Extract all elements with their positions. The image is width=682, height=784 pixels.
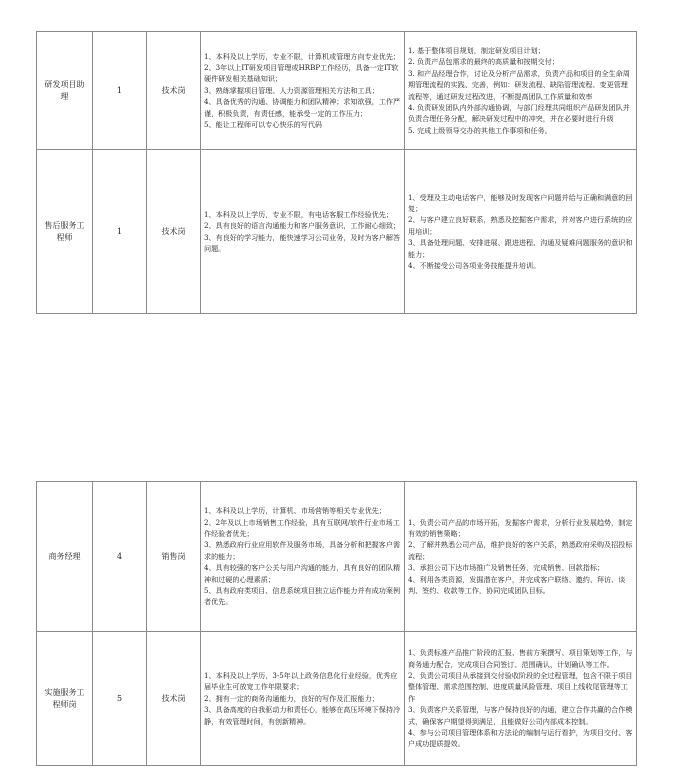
job-category: 技术岗 bbox=[147, 32, 201, 150]
duty-item: 3、具备处理问题、安排进展、跟进进程、沟通及疑难问题服务的意识和能力； bbox=[408, 238, 633, 259]
duties-cell bbox=[405, 32, 637, 150]
requirement-item: 1、本科及以上学历，3-5年以上政务信息化行业经验，优秀应届毕业生可放宽工作年限要求； bbox=[204, 670, 398, 692]
requirement-item: 4、具有较强的客户公关与用户沟通的能力，具有良好的团队精神和过硬的心理素质； bbox=[204, 563, 401, 584]
headcount: 5 bbox=[93, 632, 147, 766]
table-row bbox=[37, 32, 637, 150]
duty-item: 1、受理及主动电话客户，能够及时发现客户问题并给与正确和满意的回复； bbox=[408, 192, 633, 213]
duty-item: 1、负责标准产品推广阶段的汇报、售前方案撰写、项目策划等工作，与商务通力配合，完成项目合同签订、范围确认、计划确认等工作。 bbox=[408, 648, 633, 669]
duties-cell bbox=[405, 150, 637, 314]
position-name: 实施服务工程师岗 bbox=[37, 632, 93, 766]
requirements-cell bbox=[201, 632, 405, 766]
requirements-cell bbox=[201, 482, 405, 632]
requirement-item: 1、本科及以上学历，专业不限，计算机或管理方向专业优先； bbox=[204, 51, 401, 61]
position-name: 商务经理 bbox=[37, 482, 93, 632]
position-name: 研发项目助理 bbox=[37, 32, 93, 150]
requirement-item: 5、能让工程师可以专心快乐的写代码 bbox=[204, 120, 323, 130]
table-row bbox=[37, 482, 637, 632]
requirement-item: 1、本科及以上学历，计算机、市场营销等相关专业优先； bbox=[204, 506, 386, 516]
duty-item: 4、不断接受公司各项业务技能提升培训。 bbox=[408, 261, 541, 271]
headcount: 1 bbox=[93, 150, 147, 314]
duty-item: 3、负责客户关系管理，与客户保持良好的沟通，建立合作共赢的合作模式，确保客户期望得到满足，且能做好公司内部成本控制。 bbox=[408, 705, 633, 726]
requirement-item: 3、熟悉政府行业应用软件及服务市场，具备分析和把握客户需求的能力； bbox=[204, 540, 401, 561]
requirement-item: 2、拥有一定的商务沟通能力，良好的写作及汇报能力； bbox=[204, 693, 379, 703]
duty-item: 4. 负责研发团队内外部沟通协调，与部门经理共同组织产品研发团队并负责合理任务分配，解决研发过程中的冲突，并在必要时进行升级 bbox=[408, 102, 630, 124]
duty-item: 2. 负责产品包需求的最终的高质量和按期交付； bbox=[408, 57, 559, 67]
requirement-item: 4、具备优秀的沟通、协调能力和团队精神；求知欲强，工作严谨，积极负责，有责任感，能承受一定的工作压力； bbox=[204, 97, 401, 118]
requirement-item: 1、本科及以上学历，专业不限，有电话客服工作经验优先； bbox=[204, 209, 393, 219]
job-table-2 bbox=[36, 481, 637, 766]
job-category: 销售岗 bbox=[147, 482, 201, 632]
job-category: 技术岗 bbox=[147, 150, 201, 314]
duty-item: 1. 基于整体项目规划，制定研发项目计划； bbox=[408, 45, 545, 55]
duty-item: 5. 完成上级领导交办的其他工作事项和任务。 bbox=[408, 125, 552, 135]
duties-cell bbox=[405, 632, 637, 766]
table-row bbox=[37, 150, 637, 314]
headcount: 1 bbox=[93, 32, 147, 150]
duty-item: 4、利用各类资源，发掘潜在客户，并完成客户联络、邀约、拜访、谈判、签约、收款等工作，协同完成团队目标。 bbox=[408, 574, 626, 596]
position-name: 售后服务工程师 bbox=[37, 150, 93, 314]
duty-item: 2、了解并熟悉公司产品，维护良好的客户关系，熟悉政府采购及招投标流程； bbox=[408, 540, 633, 561]
duty-item: 2、负责公司项目从承接到交付验收阶段的全过程管理，包含不限于项目整体管理、需求范围控制、进度质量风险管理、项目上线收尾管理等工作 bbox=[408, 670, 633, 703]
duty-item: 3. 和产品经理合作，讨论及分析产品需求，负责产品和项目的全生命周期管理流程的实践、完善，例如：研发流程、缺陷管理流程、变更管理流程等，通过研发过程改进，不断提高团队工作质量和效率 bbox=[408, 68, 630, 101]
duty-item: 2、与客户建立良好联系，熟悉及挖掘客户需求，并对客户进行系统的应用培训； bbox=[408, 215, 633, 236]
table-row bbox=[37, 632, 637, 766]
headcount: 4 bbox=[93, 482, 147, 632]
duty-item: 4、参与公司项目管理体系和方法论的编制与运行看护，为项目交付、客户成功提质提效。 bbox=[408, 728, 633, 749]
requirement-item: 3、有良好的学习能力，能快速学习公司业务，及时为客户解答问题。 bbox=[204, 232, 401, 253]
requirement-item: 3、熟练掌握项目管理、人力资源管理相关方法和工具； bbox=[204, 85, 379, 95]
requirements-cell bbox=[201, 150, 405, 314]
requirement-item: 5、具有政府类项目、信息系统项目独立运作能力并有成功案例者优先。 bbox=[204, 586, 401, 607]
requirement-item: 2、2年及以上市场销售工作经验，具有互联网/软件行业市场工作经验者优先； bbox=[204, 517, 400, 538]
requirement-item: 2、具有良好的语言沟通能力和客户服务意识，工作耐心细致； bbox=[204, 221, 401, 231]
requirement-item: 3、具备高度的自我驱动力和责任心，能够在高压环境下保持冷静，有效管理时间，有创新精神。 bbox=[204, 705, 401, 726]
requirement-item: 2、3年以上IT研发项目管理或HRBP工作经历，具备一定IT软硬件研发相关基础知识； bbox=[204, 62, 399, 84]
duty-item: 3、承担公司下达市场推广及销售任务，完成销售、回款指标； bbox=[408, 563, 605, 573]
job-category: 技术岗 bbox=[147, 632, 201, 766]
duties-cell bbox=[405, 482, 637, 632]
job-table-1 bbox=[36, 31, 637, 314]
duty-item: 1、负责公司产品的市场开拓，发掘客户需求，分析行业发展趋势，制定有效的销售策略； bbox=[408, 517, 633, 538]
requirements-cell bbox=[201, 32, 405, 150]
